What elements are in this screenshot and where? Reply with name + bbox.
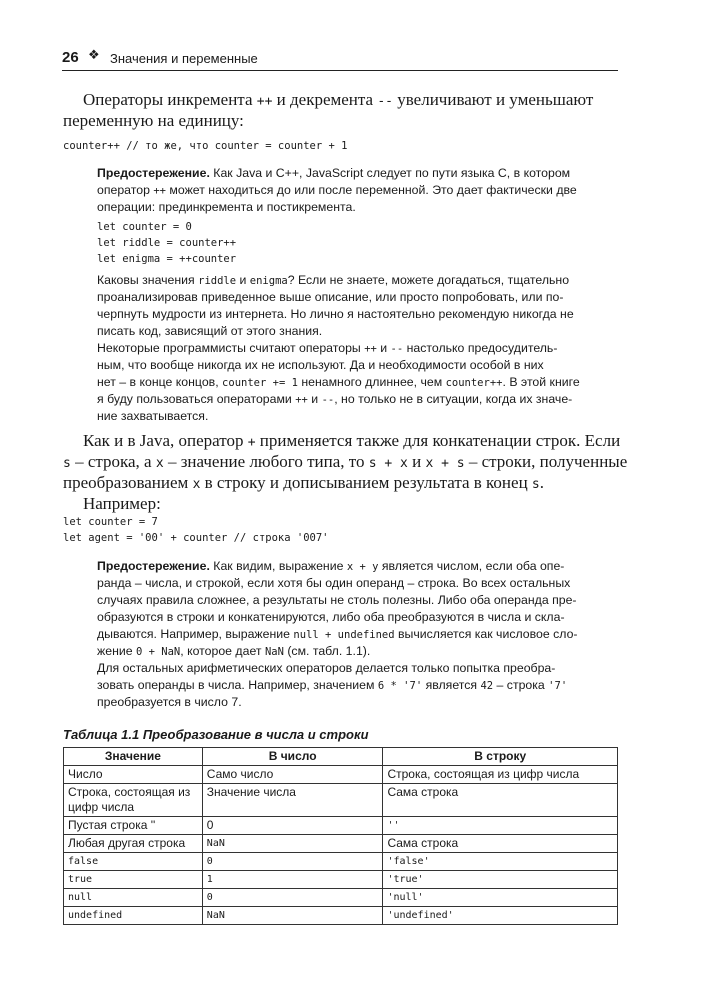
note-line: случаях правила сложнее, а результаты не столь полезны. Либо оба операнда пре- [97,593,577,607]
column-header: В число [202,748,383,766]
note-label: Предостережение. [97,559,210,573]
table-cell: true [64,871,203,889]
code-block-2-line: let agent = '00' + counter // строка '007' [63,532,329,544]
text-span: применяется также для конкатенации строк. Если [255,431,621,450]
code-block-2-line: let counter = 7 [63,516,158,528]
code-span: counter++ [445,377,503,389]
chapter-title: Значения и переменные [110,51,258,66]
table-cell: Сама строка [383,784,618,817]
table-cell: 'false' [383,853,618,871]
text-span: нет – в конце концов, [97,375,223,389]
note-line [97,677,567,695]
code-span: '7' [548,680,568,692]
note-line: Для остальных арифметических операторов делается только попытка преобра- [97,661,556,675]
diamond-ornament-icon: ❖ [88,48,100,63]
code-span: x + s [425,456,465,471]
text-span: Как видим, выражение [209,559,347,573]
code-span: + [247,435,256,450]
note-line [97,558,564,576]
code-span: enigma [249,275,288,287]
code-span: -- [321,394,335,406]
text-span: , которое дает [180,644,265,658]
text-span: в строку и дописыванием результата в конец [200,473,532,492]
table-cell: 'true' [383,871,618,889]
text-span: и декремента [272,90,378,109]
note-label: Предостережение. [97,166,210,180]
table-cell: Любая другая строка [64,835,203,853]
text-span: настолько предосудитель- [403,341,558,355]
note-line [97,165,570,182]
code-span: -- [390,343,404,355]
code-line: let counter = 0 [97,221,192,233]
code-span: x + y [346,561,379,573]
para-line [63,472,544,495]
table-cell: false [64,853,203,871]
code-span: 0 + NaN [135,646,181,658]
note-line: образуются в строки и конкатенируются, либо оба преобразуются в числа и скла- [97,610,565,624]
table-row [64,835,618,853]
text-span: , но только не в ситуации, когда их значе- [334,392,573,406]
table-cell: Значение числа [202,784,383,817]
table-row [64,853,618,871]
text-span: вычисляется как числовое сло- [394,627,578,641]
text-span: является [422,678,481,692]
page-number: 26 [62,49,79,66]
table-row [64,907,618,925]
text-span: – строки, полученные [464,452,628,471]
text-span: преобразованием [63,473,193,492]
text-span: и [307,392,322,406]
code-span: s [531,477,540,492]
table-cell: Строка, состоящая из цифр числа [64,784,203,817]
text-span: (см. табл. 1.1). [283,644,371,658]
code-span: ++ [295,394,308,406]
table-cell: NaN [202,907,383,925]
intro-line-1 [83,89,593,112]
text-span: Как и в Java, оператор [83,431,248,450]
text-span: . [539,473,544,492]
code-line: let riddle = counter++ [97,237,237,249]
text-span: дываются. Например, выражение [97,627,294,641]
note-line: преобразуется в число 7. [97,695,242,709]
code-span: riddle [198,275,237,287]
text-span: Операторы инкремента [83,90,257,109]
code-span: null + undefined [293,629,395,641]
text-span: оператор [97,183,154,197]
note-line: писать код, зависящий от этого знания. [97,324,323,338]
text-span: ненамного длиннее, чем [297,375,446,389]
table-cell: 'undefined' [383,907,618,925]
note-line [97,182,577,200]
code-span: x [192,477,201,492]
note-line [97,643,370,661]
text-span: Каковы значения [97,273,199,287]
table-cell: 0 [202,853,383,871]
text-span: Некоторые программисты считают операторы [97,341,365,355]
code-span: counter += 1 [222,377,298,389]
note-line [97,374,580,392]
table-header-row [64,748,618,766]
note-line: черпнуть мудрости из интернета. Но лично я настоятельно рекомендую никогда не [97,307,574,321]
code-span: NaN [264,646,284,658]
text-span: и [236,273,250,287]
column-header: Значение [64,748,203,766]
code-block-1: counter++ // то же, что counter = counter + 1 [63,140,348,152]
table-cell: 0 [202,817,383,835]
table-cell: null [64,889,203,907]
table-cell: '' [383,817,618,835]
table-caption: Таблица 1.1 Преобразование в числа и строки [63,727,369,742]
text-span: зовать операнды в числа. Например, значением [97,678,378,692]
table-row [64,784,618,817]
text-span: – строка [493,678,549,692]
table-row [64,766,618,784]
para-line: Например: [83,494,161,513]
table-cell: Само число [202,766,383,784]
conversion-table [63,747,618,925]
text-span: и [376,341,391,355]
table-row [64,817,618,835]
text-span: может находиться до или после переменной. Это дает фактически две [166,183,577,197]
note-line [97,626,578,644]
table-cell: Число [64,766,203,784]
text-span: и [407,452,426,471]
text-span: является числом, если оба опе- [378,559,565,573]
code-span: ++ [256,94,273,109]
code-line: let enigma = ++counter [97,253,237,265]
code-span: ++ [153,185,166,197]
code-span: s + x [368,456,408,471]
text-span: я буду пользоваться операторами [97,392,296,406]
table-cell: Пустая строка '' [64,817,203,835]
note-line [97,340,557,358]
table-cell: 1 [202,871,383,889]
note-line [97,272,569,290]
text-span: жение [97,644,136,658]
note-line: ние захватывается. [97,409,209,423]
intro-line-2: переменную на единицу: [63,111,244,130]
table-cell: Сама строка [383,835,618,853]
table-cell: Строка, состоящая из цифр числа [383,766,618,784]
note-line: операции: прединкремента и постикремента. [97,200,356,214]
code-span: -- [377,94,393,109]
code-span: s [63,456,71,471]
text-span: увеличивают и уменьшают [393,90,594,109]
text-span: – значение любого типа, то [163,452,369,471]
table-cell: undefined [64,907,203,925]
code-span: x [155,456,164,471]
note-line: проанализировав приведенное выше описание, или просто попробовать, или по- [97,290,564,304]
text-span: – строка, а [70,452,156,471]
text-span: . В этой книге [502,375,580,389]
para-line [63,451,627,474]
code-span: ++ [364,343,377,355]
note-line [97,391,572,409]
column-header: В строку [383,748,618,766]
text-span: Как Java и C++, JavaScript следует по пути языка C, в котором [209,166,571,180]
table-cell: 0 [202,889,383,907]
note-line: ранда – числа, и строкой, если хотя бы один операнд – строка. Во всех остальных [97,576,571,590]
text-span: ? Если не знаете, можете догадаться, тщательно [287,273,570,287]
table-row [64,889,618,907]
note-line: ным, что вообще никогда их не используют. Да и необходимости особой в них [97,358,544,372]
table-cell: 'null' [383,889,618,907]
code-span: 42 [480,680,494,692]
table-cell: NaN [202,835,383,853]
table-row [64,871,618,889]
para-line [83,430,620,453]
code-span: 6 * '7' [377,680,423,692]
running-header [62,46,618,71]
